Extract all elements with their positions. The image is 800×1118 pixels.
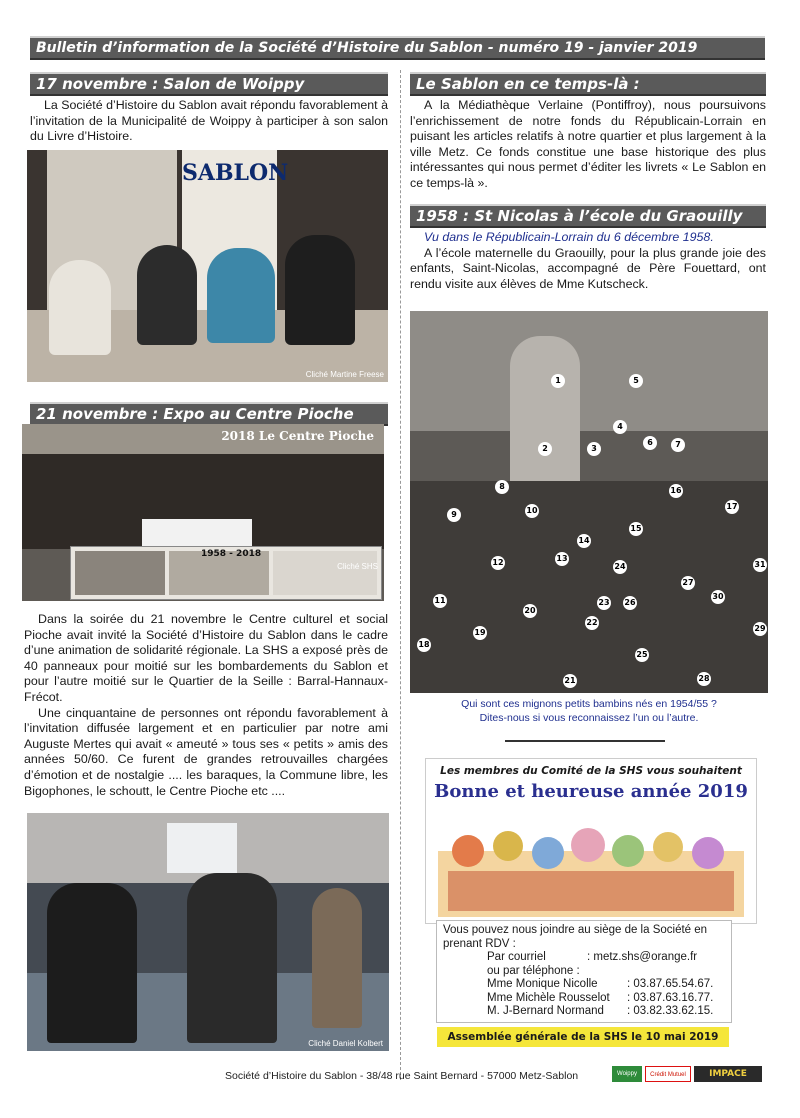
child-number-badge: 7 [671, 438, 685, 452]
child-number-badge: 29 [753, 622, 767, 636]
inset-photo-new [273, 551, 377, 595]
inset-photo-old [75, 551, 165, 595]
woippy-text-block [30, 98, 388, 145]
temps-title: Le Sablon en ce temps-là : [416, 75, 640, 93]
child-number-badge: 28 [697, 672, 711, 686]
temps-section-header [410, 72, 766, 96]
person-4 [285, 235, 355, 345]
child-number-badge: 8 [495, 480, 509, 494]
pioche-inset [70, 546, 382, 600]
woippy-title: 17 novembre : Salon de Woippy [36, 75, 305, 93]
exhibition-photo [27, 813, 389, 1051]
child-number-badge: 15 [629, 522, 643, 536]
school-class-photo [410, 311, 768, 693]
child-number-badge: 9 [447, 508, 461, 522]
bulletin-title: Bulletin d’information de la Société d’Histoire du Sablon - numéro 19 - janvier 2019 [36, 40, 698, 56]
contact-name-3: M. J-Bernard Normand [487, 1005, 604, 1017]
child-number-badge: 22 [585, 616, 599, 630]
visitors-left [47, 883, 137, 1043]
woippy-section-header [30, 72, 388, 96]
pioche-text-block [24, 612, 388, 799]
visitor-right [312, 888, 362, 1028]
child-number-badge: 18 [417, 638, 431, 652]
credit-mutuel-logo: Crédit Mutuel [645, 1066, 691, 1082]
stnicolas-source: Vu dans le Républicain-Lorrain du 6 décembre 1958. [424, 230, 714, 244]
child-number-badge: 20 [523, 604, 537, 618]
child-number-badge: 5 [629, 374, 643, 388]
contact-name-1: Mme Monique Nicolle [487, 978, 598, 990]
ornament-divider [505, 740, 665, 746]
contact-phone-3[interactable]: : 03.82.33.62.15. [627, 1005, 714, 1017]
pioche-photo-caption: 2018 Le Centre Pioche [221, 429, 374, 443]
child-number-badge: 6 [643, 436, 657, 450]
child-number-badge: 10 [525, 504, 539, 518]
contact-box [436, 920, 732, 1023]
pioche-photo [22, 424, 384, 601]
saint-nicolas-figure [510, 336, 580, 486]
child-number-badge: 3 [587, 442, 601, 456]
phone-label: ou par téléphone : [487, 964, 580, 977]
contact-intro: Vous pouvez nous joindre au siège de la Société en prenant RDV : [443, 924, 708, 950]
child-number-badge: 21 [563, 674, 577, 688]
impace-logo: IMPACE [694, 1066, 762, 1082]
child-number-badge: 4 [613, 420, 627, 434]
stnicolas-section-header [410, 204, 766, 228]
child-number-badge: 30 [711, 590, 725, 604]
pioche-section-header [30, 402, 388, 426]
stnicolas-text-block [410, 230, 766, 292]
child-number-badge: 13 [555, 552, 569, 566]
photo-background [410, 311, 768, 431]
contact-phone-2[interactable]: : 03.87.63.16.77. [627, 991, 714, 1004]
woippy-logo: Woippy [612, 1066, 642, 1082]
contact-email[interactable]: : metz.shs@orange.fr [587, 951, 698, 963]
pioche-paragraph-2: Une cinquantaine de personnes ont répondu favorablement à l’invitation diffusée largement et en particulier par notre ami Auguste Mertes qui avait « ameuté » tous ses « petits » amis des années 50/60. Ce furent de grandes retrouvailles chargées d’émotion et de nostalgie .... les baraques, la Commune libre, les Bigophones, le schoutt, le Centre Pioche etc .... [24, 705, 388, 798]
person-left [49, 260, 111, 355]
child-number-badge: 31 [753, 558, 767, 572]
person-2 [137, 245, 197, 345]
contact-phone-1[interactable]: : 03.87.65.54.67. [627, 978, 714, 990]
children-group [410, 481, 768, 693]
bulletin-header [30, 36, 765, 60]
child-number-badge: 24 [613, 560, 627, 574]
woippy-photo [27, 150, 388, 382]
pioche-photo-credit: Cliché SHS [337, 562, 378, 571]
stnicolas-title: 1958 : St Nicolas à l’école du Graouilly [416, 207, 743, 225]
child-number-badge: 27 [681, 576, 695, 590]
child-number-badge: 23 [597, 596, 611, 610]
woippy-photo-credit: Cliché Martine Freese [305, 370, 384, 379]
child-number-badge: 17 [725, 500, 739, 514]
child-number-badge: 25 [635, 648, 649, 662]
child-number-badge: 16 [669, 484, 683, 498]
wishes-line2: Bonne et heureuse année 2019 [434, 781, 748, 802]
photo-caption-line1: Qui sont ces mignons petits bambins nés en 1954/55 ? [461, 698, 717, 710]
child-number-badge: 19 [473, 626, 487, 640]
person-3 [207, 248, 275, 343]
child-number-badge: 14 [577, 534, 591, 548]
poster-title: SABLON [182, 160, 289, 186]
photo-caption [410, 697, 768, 725]
contact-name-2: Mme Michèle Rousselot [487, 991, 610, 1004]
inset-label: 1958 - 2018 [201, 549, 262, 559]
woippy-text: La Société d’Histoire du Sablon avait répondu favorablement à l’invitation de la Municipalité de Woippy à participer à son salon du Livre d’Histoire. [30, 98, 388, 144]
footer-address: Société d’Histoire du Sablon - 38/48 rue Saint Bernard - 57000 Metz-Sablon [225, 1070, 579, 1082]
exhibition-photo-credit: Cliché Daniel Kolbert [308, 1039, 383, 1048]
window-light [167, 823, 237, 873]
temps-text-block [410, 98, 766, 192]
assembly-banner: Assemblée générale de la SHS le 10 mai 2019 [437, 1027, 729, 1047]
child-number-badge: 1 [551, 374, 565, 388]
pioche-title: 21 novembre : Expo au Centre Pioche [36, 405, 354, 423]
photo-caption-line2: Dites-nous si vous reconnaissez l’un ou l’autre. [479, 712, 699, 724]
stnicolas-text: A l’école maternelle du Graouilly, pour la plus grande joie des enfants, Saint-Nicolas, accompagné de Père Fouettard, ont rendu visite aux élèves de Mme Kutscheck. [410, 245, 766, 291]
child-number-badge: 11 [433, 594, 447, 608]
column-divider [400, 70, 401, 1080]
wishes-card [425, 758, 757, 924]
temps-text: A la Médiathèque Verlaine (Pontiffroy), nous poursuivons l’enrichissement de notre fonds du Républicain-Lorrain en puisant les articles relatifs à notre quartier et plus largement à la ville Metz. Ce fonds constitue une base historique des plus intéressantes qui nous permet d’éditer les livrets « Le Sablon en ce temps-là ». [410, 98, 766, 190]
child-number-badge: 12 [491, 556, 505, 570]
festive-illustration [438, 811, 744, 917]
wishes-line1: Les membres du Comité de la SHS vous souhaitent [440, 765, 742, 777]
mail-label: Par courriel [487, 951, 546, 963]
visitors-center [187, 873, 277, 1043]
child-number-badge: 26 [623, 596, 637, 610]
child-number-badge: 2 [538, 442, 552, 456]
pioche-paragraph-1: Dans la soirée du 21 novembre le Centre culturel et social Pioche avait invité la Société d’Histoire du Sablon dans le cadre d’une animation de solidarité régionale. La SHS a exposé près de 40 panneaux pour moitié sur les bombardements du Sablon et pour l’autre moitié sur le Quartier de la Seille : Barral-Hannaux-Frécot. [24, 612, 388, 704]
